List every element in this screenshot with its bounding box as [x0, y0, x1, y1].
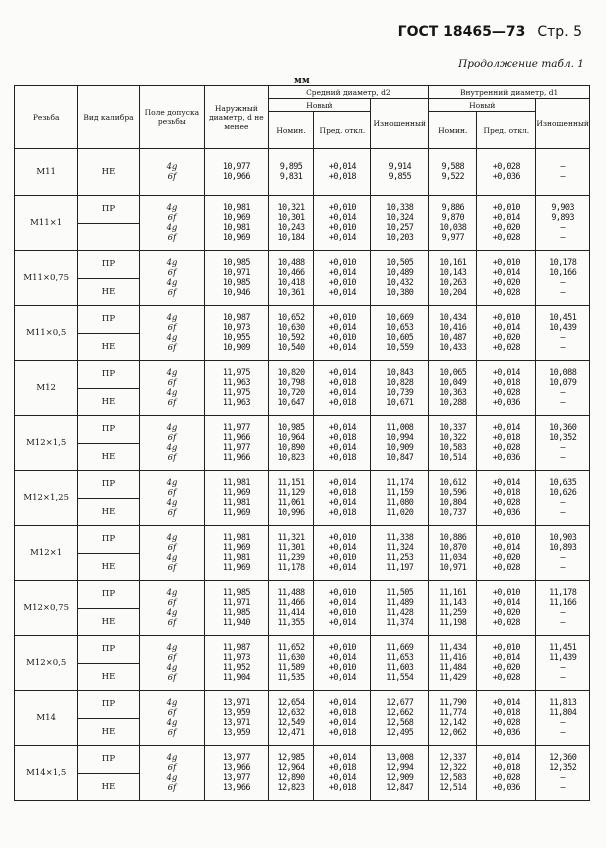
mean-diameter-deviation: +0,014 +0,018	[314, 149, 371, 196]
thread-designation: М12×1	[15, 526, 78, 581]
mean-diameter-worn: 10,843 10,828 10,739 10,671	[371, 361, 429, 416]
mean-diameter-nominal: 11,321 11,301 11,239 11,178	[268, 526, 314, 581]
mean-diameter-deviation: +0,014 +0,018 +0,014 +0,018	[314, 361, 371, 416]
inner-diameter-deviation: +0,014 +0,018 +0,028 +0,036	[477, 471, 536, 526]
inner-diameter-deviation: +0,014 +0,018 +0,028 +0,036	[477, 416, 536, 471]
outer-diameter: 11,981 11,969 11,981 11,969	[205, 471, 268, 526]
gauge-type: ПР	[101, 204, 116, 215]
thread-designation: М11×1	[15, 196, 78, 251]
mean-diameter-nominal: 12,985 12,964 12,890 12,823	[268, 746, 314, 801]
gauge-type-cell	[78, 581, 139, 636]
thread-designation: М14×1,5	[15, 746, 78, 801]
inner-diameter-nominal: 10,161 10,143 10,263 10,204	[429, 251, 477, 306]
inner-diameter-deviation: +0,028 +0,036	[477, 149, 536, 196]
gauge-type: НЕ	[78, 333, 138, 361]
gauge-type-cell	[78, 526, 139, 581]
thread-designation: М12×0,5	[15, 636, 78, 691]
mean-diameter-deviation: +0,010 +0,014 +0,010 +0,014	[314, 196, 371, 251]
table-row	[15, 416, 590, 471]
mean-diameter-deviation: +0,014 +0,018 +0,014 +0,018	[314, 416, 371, 471]
inner-diameter-worn: 10,635 10,626 — —	[536, 471, 590, 526]
tolerance-field: 4g 6f 4g 6f	[139, 581, 205, 636]
inner-diameter-deviation: +0,010 +0,014 +0,020 +0,028	[477, 636, 536, 691]
thread-designation: М12×0,75	[15, 581, 78, 636]
inner-diameter-deviation: +0,010 +0,014 +0,020 +0,028	[477, 526, 536, 581]
outer-diameter: 10,977 10,966	[205, 149, 268, 196]
inner-diameter-worn: 10,903 10,893 — —	[536, 526, 590, 581]
col-tolerance: Поле допуска резьбы	[139, 86, 205, 149]
tolerance-field: 4g 6f 4g 6f	[139, 746, 205, 801]
table-continuation-label: Продолжение табл. 1	[458, 58, 584, 70]
table-row	[15, 581, 590, 636]
outer-diameter: 11,975 11,963 11,975 11,963	[205, 361, 268, 416]
gauge-type: НЕ	[78, 443, 138, 471]
mean-diameter-nominal: 10,488 10,466 10,418 10,361	[268, 251, 314, 306]
mean-diameter-deviation: +0,010 +0,014 +0,010 +0,014	[314, 306, 371, 361]
col-inner-diameter: Внутренний диаметр, d1	[429, 86, 590, 99]
inner-diameter-worn: 10,178 10,166 — —	[536, 251, 590, 306]
gauge-type: НЕ	[78, 718, 138, 746]
inner-diameter-nominal: 11,434 11,416 11,484 11,429	[429, 636, 477, 691]
gauge-type: ПР	[101, 534, 116, 545]
mean-diameter-worn: 10,505 10,489 10,432 10,380	[371, 251, 429, 306]
gauge-type-cell	[78, 306, 139, 361]
tolerance-field: 4g 6f 4g 6f	[139, 471, 205, 526]
col-gauge-type: Вид калибра	[78, 86, 139, 149]
inner-diameter-nominal: 9,588 9,522	[429, 149, 477, 196]
gauge-type: НЕ	[78, 773, 138, 801]
gauge-type: ПР	[101, 314, 116, 325]
gauge-type: НЕ	[78, 278, 138, 306]
col-inner-new: Новый	[429, 99, 536, 112]
outer-diameter: 13,977 13,966 13,977 13,966	[205, 746, 268, 801]
tolerance-field: 4g 6f 4g 6f	[139, 196, 205, 251]
mean-diameter-worn: 12,677 12,662 12,568 12,495	[371, 691, 429, 746]
outer-diameter: 11,985 11,971 11,985 11,940	[205, 581, 268, 636]
gauge-type: НЕ	[78, 498, 138, 526]
mean-diameter-deviation: +0,014 +0,018 +0,014 +0,018	[314, 691, 371, 746]
gauge-type-cell	[78, 251, 139, 306]
inner-diameter-nominal: 12,337 12,322 12,583 12,514	[429, 746, 477, 801]
tolerance-field: 4g 6f 4g 6f	[139, 361, 205, 416]
table-row	[15, 306, 590, 361]
gauge-type: НЕ	[78, 388, 138, 416]
tolerance-field: 4g 6f 4g 6f	[139, 636, 205, 691]
mean-diameter-nominal: 11,151 11,129 11,061 10,996	[268, 471, 314, 526]
table-row	[15, 636, 590, 691]
mean-diameter-worn: 10,338 10,324 10,257 10,203	[371, 196, 429, 251]
col-mean-nominal: Номин.	[268, 112, 314, 149]
table-row	[15, 149, 590, 196]
gauge-type: НЕ	[101, 167, 116, 177]
mean-diameter-deviation: +0,010 +0,014 +0,010 +0,014	[314, 251, 371, 306]
inner-diameter-deviation: +0,014 +0,018 +0,028 +0,036	[477, 691, 536, 746]
gauge-type-cell	[78, 746, 139, 801]
mean-diameter-nominal: 10,985 10,964 10,890 10,823	[268, 416, 314, 471]
gauge-type-cell	[78, 471, 139, 526]
col-inner-deviation: Пред. откл.	[477, 112, 536, 149]
mean-diameter-worn: 11,338 11,324 11,253 11,197	[371, 526, 429, 581]
gauge-type-cell	[78, 196, 139, 251]
inner-diameter-nominal: 9,886 9,870 10,038 9,977	[429, 196, 477, 251]
col-outer-diameter: Наружный диаметр, d не менее	[205, 86, 268, 149]
inner-diameter-nominal: 10,337 10,322 10,583 10,514	[429, 416, 477, 471]
table-row	[15, 691, 590, 746]
gauge-type: ПР	[101, 644, 116, 655]
mean-diameter-deviation: +0,014 +0,018 +0,014 +0,018	[314, 471, 371, 526]
mean-diameter-nominal: 9,895 9,831	[268, 149, 314, 196]
gauge-type: ПР	[101, 424, 116, 435]
gauge-type: НЕ	[78, 553, 138, 581]
mean-diameter-worn: 11,174 11,159 11,080 11,020	[371, 471, 429, 526]
col-mean-new: Новый	[268, 99, 371, 112]
gauge-type-cell	[78, 149, 139, 196]
gauge-type-cell	[78, 361, 139, 416]
tolerance-field: 4g 6f	[139, 149, 205, 196]
table-row	[15, 526, 590, 581]
gauge-type: НЕ	[78, 663, 138, 691]
inner-diameter-worn: 9,903 9,893 — —	[536, 196, 590, 251]
inner-diameter-worn: 12,360 12,352 — —	[536, 746, 590, 801]
mean-diameter-nominal: 10,820 10,798 10,720 10,647	[268, 361, 314, 416]
tolerance-field: 4g 6f 4g 6f	[139, 416, 205, 471]
table-row	[15, 196, 590, 251]
gauge-type: НЕ	[78, 608, 138, 636]
gauge-type-cell	[78, 636, 139, 691]
outer-diameter: 11,977 11,966 11,977 11,966	[205, 416, 268, 471]
gauge-dimensions-table	[14, 85, 590, 801]
tolerance-field: 4g 6f 4g 6f	[139, 691, 205, 746]
tolerance-field: 4g 6f 4g 6f	[139, 251, 205, 306]
outer-diameter: 10,987 10,973 10,955 10,909	[205, 306, 268, 361]
table-row	[15, 361, 590, 416]
gauge-type: ПР	[101, 479, 116, 490]
gauge-type: ПР	[101, 259, 116, 270]
tolerance-field: 4g 6f 4g 6f	[139, 526, 205, 581]
unit-label: мм	[294, 76, 310, 86]
inner-diameter-nominal: 10,886 10,870 11,034 10,971	[429, 526, 477, 581]
gauge-type: ПР	[101, 754, 116, 765]
inner-diameter-worn: 10,088 10,079 — —	[536, 361, 590, 416]
inner-diameter-deviation: +0,010 +0,014 +0,020 +0,028	[477, 581, 536, 636]
mean-diameter-nominal: 10,321 10,301 10,243 10,184	[268, 196, 314, 251]
table-row	[15, 471, 590, 526]
outer-diameter: 11,987 11,973 11,952 11,904	[205, 636, 268, 691]
mean-diameter-nominal: 11,488 11,466 11,414 11,355	[268, 581, 314, 636]
page-number: Стр. 5	[537, 24, 582, 40]
inner-diameter-worn: 11,451 11,439 — —	[536, 636, 590, 691]
mean-diameter-deviation: +0,010 +0,014 +0,010 +0,014	[314, 581, 371, 636]
mean-diameter-nominal: 10,652 10,630 10,592 10,540	[268, 306, 314, 361]
gost-number: ГОСТ 18465—73	[397, 24, 526, 40]
page-header	[398, 24, 582, 40]
inner-diameter-deviation: +0,014 +0,018 +0,028 +0,036	[477, 746, 536, 801]
inner-diameter-nominal: 11,161 11,143 11,259 11,198	[429, 581, 477, 636]
mean-diameter-worn: 11,008 10,994 10,909 10,847	[371, 416, 429, 471]
inner-diameter-worn: 11,813 11,804 — —	[536, 691, 590, 746]
inner-diameter-deviation: +0,010 +0,014 +0,020 +0,028	[477, 196, 536, 251]
thread-designation: М12×1,25	[15, 471, 78, 526]
inner-diameter-nominal: 10,612 10,596 10,804 10,737	[429, 471, 477, 526]
outer-diameter: 13,971 13,959 13,971 13,959	[205, 691, 268, 746]
outer-diameter: 11,981 11,969 11,981 11,969	[205, 526, 268, 581]
inner-diameter-deviation: +0,014 +0,018 +0,028 +0,036	[477, 361, 536, 416]
mean-diameter-worn: 11,505 11,489 11,428 11,374	[371, 581, 429, 636]
inner-diameter-worn: — —	[536, 149, 590, 196]
gauge-type-cell	[78, 691, 139, 746]
mean-diameter-nominal: 12,654 12,632 12,549 12,471	[268, 691, 314, 746]
gauge-type	[78, 223, 138, 251]
inner-diameter-deviation: +0,010 +0,014 +0,020 +0,028	[477, 251, 536, 306]
table-row	[15, 251, 590, 306]
col-mean-diameter: Средний диаметр, d2	[268, 86, 429, 99]
thread-designation: М11	[15, 149, 78, 196]
thread-designation: М12	[15, 361, 78, 416]
mean-diameter-deviation: +0,010 +0,014 +0,010 +0,014	[314, 636, 371, 691]
thread-designation: М12×1,5	[15, 416, 78, 471]
inner-diameter-worn: 10,451 10,439 — —	[536, 306, 590, 361]
thread-designation: М11×0,5	[15, 306, 78, 361]
mean-diameter-nominal: 11,652 11,630 11,589 11,535	[268, 636, 314, 691]
inner-diameter-nominal: 10,434 10,416 10,487 10,433	[429, 306, 477, 361]
inner-diameter-worn: 10,360 10,352 — —	[536, 416, 590, 471]
col-inner-worn: Изношенный	[536, 99, 590, 149]
gauge-type: ПР	[101, 369, 116, 380]
col-thread: Резьба	[15, 86, 78, 149]
col-mean-worn: Изношенный	[371, 99, 429, 149]
gauge-type-cell	[78, 416, 139, 471]
mean-diameter-worn: 13,008 12,994 12,909 12,847	[371, 746, 429, 801]
inner-diameter-nominal: 11,790 11,774 12,142 12,062	[429, 691, 477, 746]
outer-diameter: 10,981 10,969 10,981 10,969	[205, 196, 268, 251]
table-row	[15, 746, 590, 801]
gauge-type: ПР	[101, 589, 116, 600]
inner-diameter-worn: 11,178 11,166 — —	[536, 581, 590, 636]
mean-diameter-worn: 10,669 10,653 10,605 10,559	[371, 306, 429, 361]
outer-diameter: 10,985 10,971 10,985 10,946	[205, 251, 268, 306]
col-mean-deviation: Пред. откл.	[314, 112, 371, 149]
gauge-type: ПР	[101, 699, 116, 710]
inner-diameter-deviation: +0,010 +0,014 +0,020 +0,028	[477, 306, 536, 361]
col-inner-nominal: Номин.	[429, 112, 477, 149]
inner-diameter-nominal: 10,065 10,049 10,363 10,288	[429, 361, 477, 416]
mean-diameter-worn: 11,669 11,653 11,603 11,554	[371, 636, 429, 691]
mean-diameter-deviation: +0,010 +0,014 +0,010 +0,014	[314, 526, 371, 581]
thread-designation: М11×0,75	[15, 251, 78, 306]
thread-designation: М14	[15, 691, 78, 746]
tolerance-field: 4g 6f 4g 6f	[139, 306, 205, 361]
mean-diameter-worn: 9,914 9,855	[371, 149, 429, 196]
mean-diameter-deviation: +0,014 +0,018 +0,014 +0,018	[314, 746, 371, 801]
